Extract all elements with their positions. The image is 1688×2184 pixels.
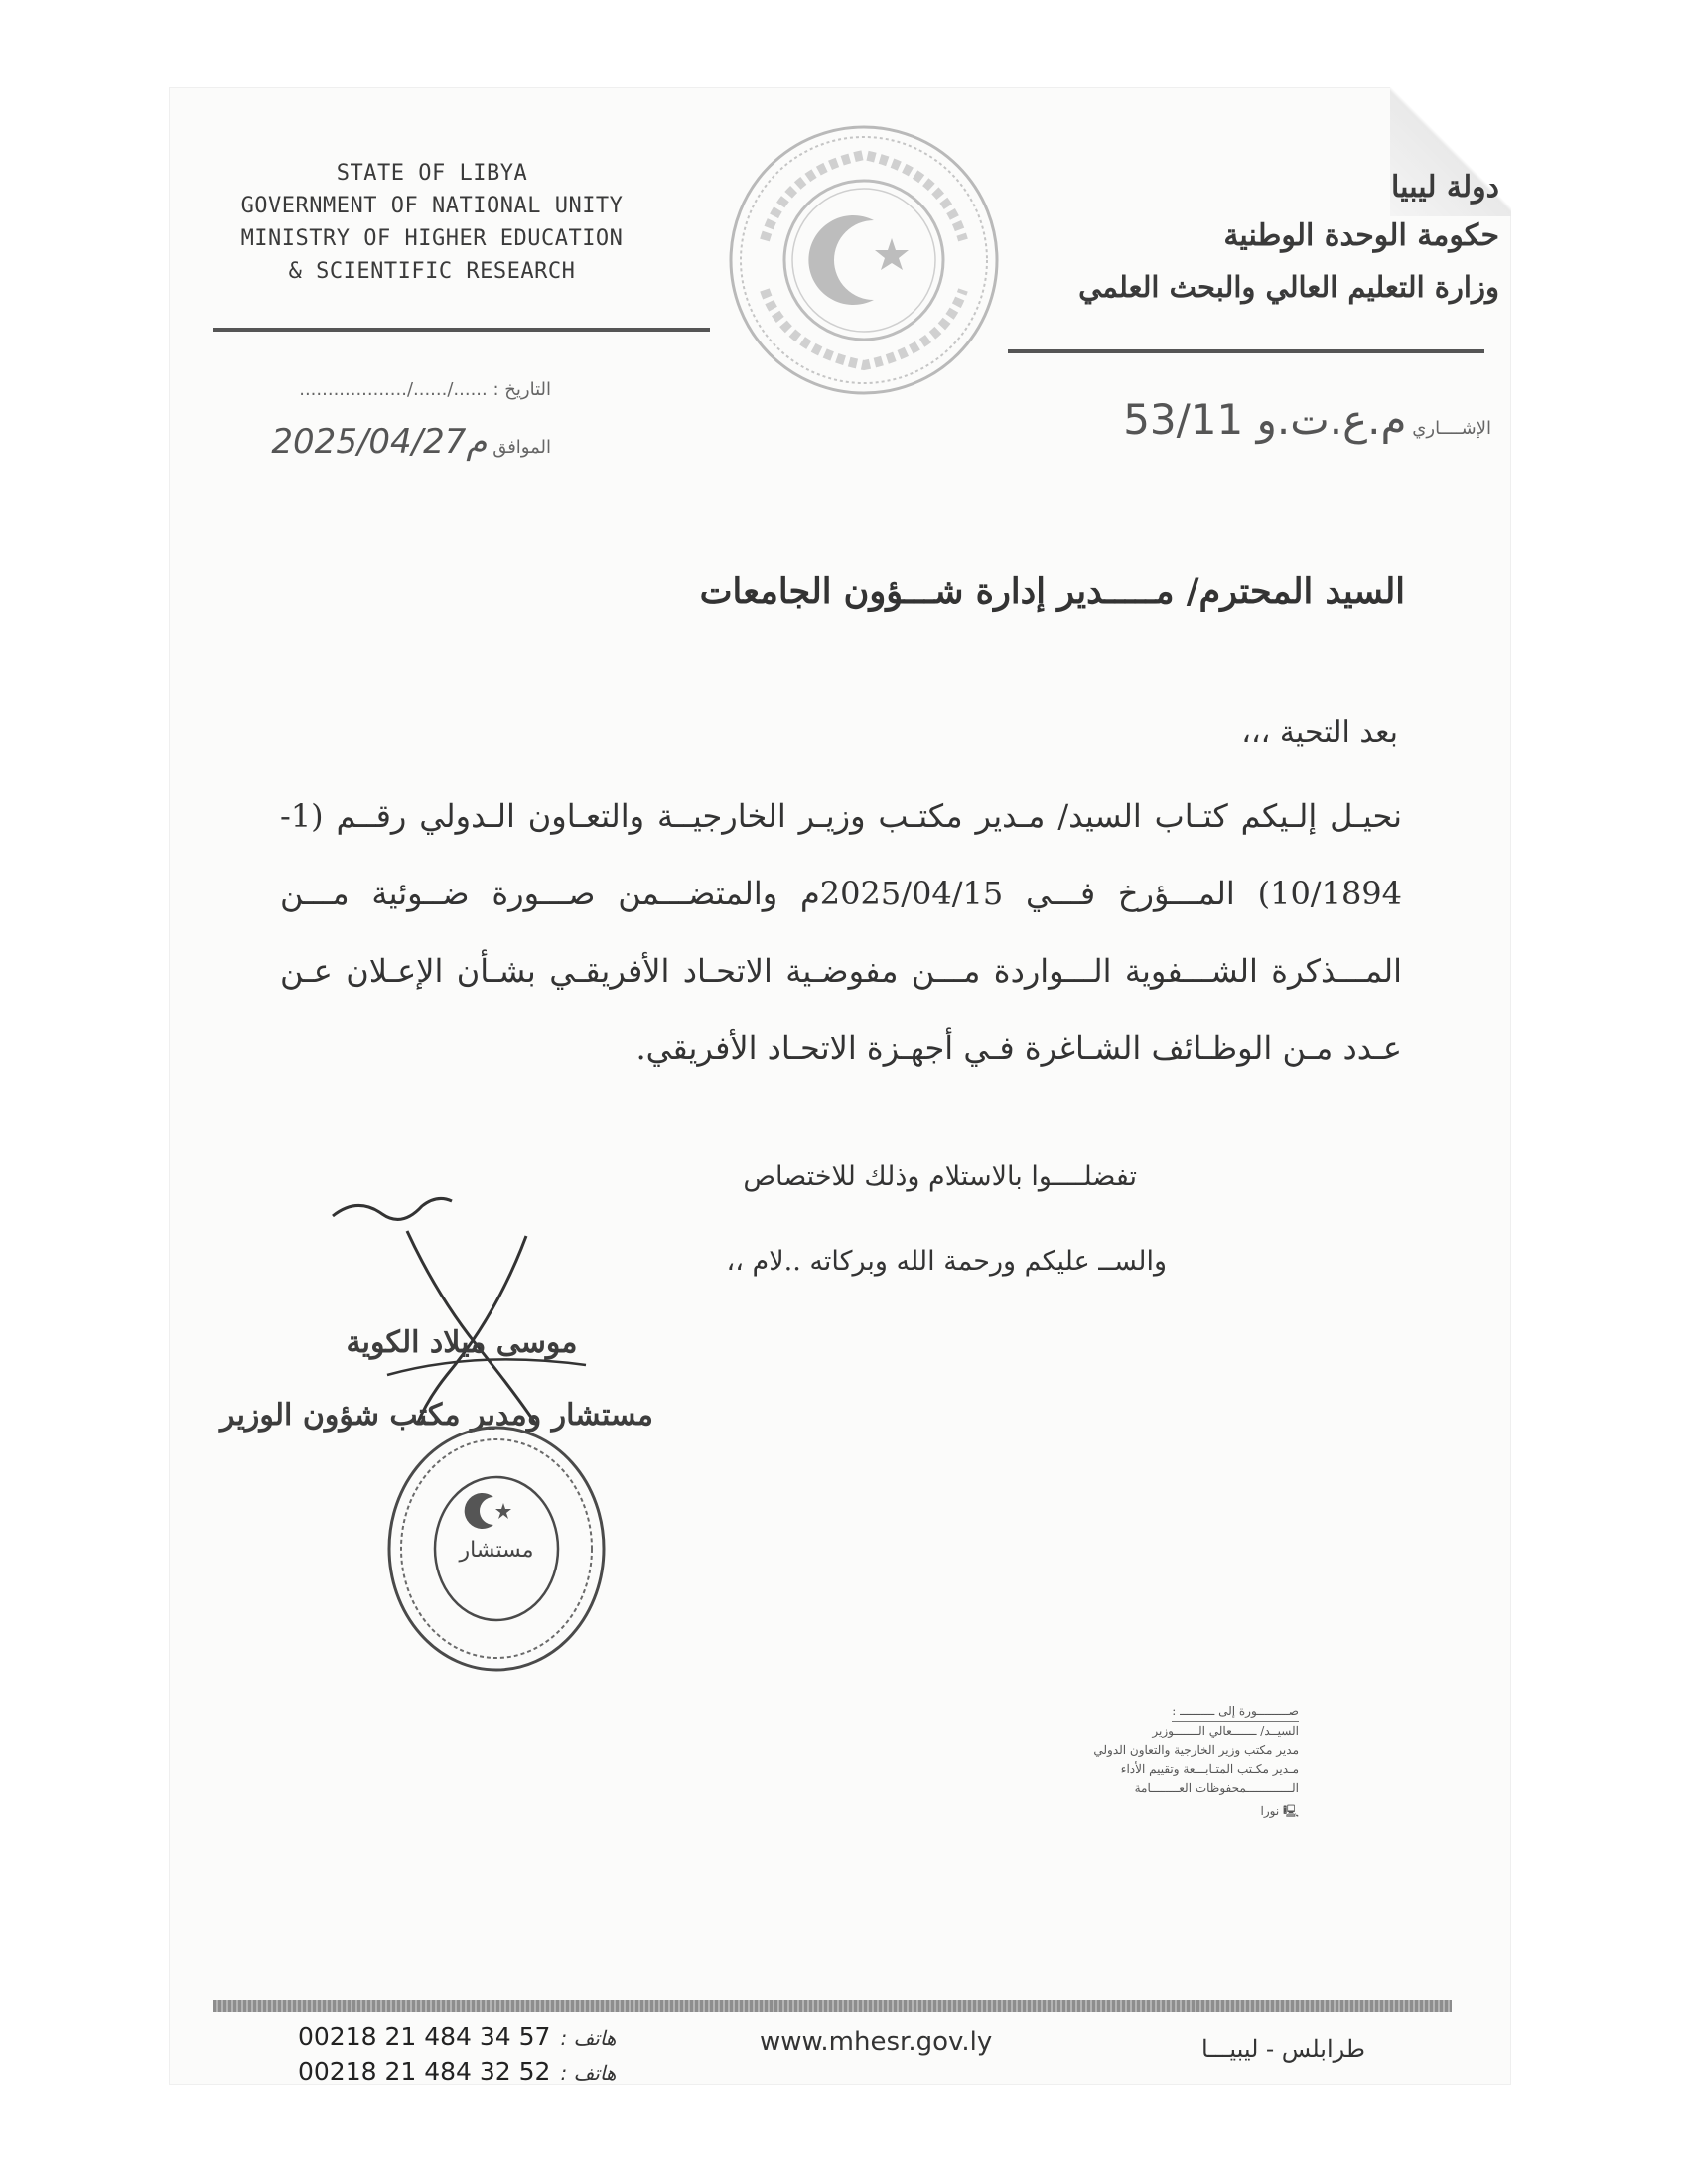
- distribution-item: الـــــــــــــمحفوظات العــــــــامة: [1134, 1781, 1299, 1795]
- footer-rule: [213, 2000, 1452, 2012]
- arabic-letterhead: [1062, 164, 1499, 313]
- salutation-line: والســ عليكم ورحمة الله وبركاته ..لام ،،: [726, 1246, 1167, 1277]
- distribution-heading: صـــــــــورة إلى ــــــــــ :: [1172, 1703, 1299, 1722]
- en-header-line: STATE OF LIBYA: [336, 161, 528, 186]
- distribution-item: مدير مكتب وزير الخارجية والتعاون الدولي: [1093, 1743, 1299, 1757]
- phone-label: هاتف :: [560, 2026, 617, 2050]
- en-header-line: & SCIENTIFIC RESEARCH: [288, 259, 576, 284]
- closing-line: تفضلــــوا بالاستلام وذلك للاختصاص: [743, 1161, 1137, 1192]
- date-value: : ....../....../...................: [299, 379, 499, 400]
- ministry-seal-icon: [725, 121, 1003, 399]
- english-letterhead: [218, 157, 645, 288]
- reference-label: الإشــــاري: [1412, 418, 1491, 439]
- ar-header-line: دولة ليبيا: [1391, 170, 1499, 205]
- phone-numbers: [298, 2020, 616, 2090]
- en-header-line: GOVERNMENT OF NATIONAL UNITY: [240, 194, 624, 218]
- distribution-item: السيــد/ ـــــــعالي الـــــــوزير: [1152, 1724, 1299, 1738]
- distribution-item: مـدير مكـتب المتـابـــعة وتقييم الأداء: [1120, 1762, 1299, 1776]
- handwritten-signature-icon: [328, 1176, 685, 1434]
- header-rule-left: [213, 328, 710, 332]
- corresponding-date-value: 2025/04/27م: [271, 422, 488, 462]
- website-link[interactable]: www.mhesr.gov.ly: [760, 2027, 993, 2057]
- en-header-line: MINISTRY OF HIGHER EDUCATION: [240, 226, 624, 251]
- letter-body: نحيـل إلـيكم كتـاب السيد/ مـدير مكتـب وزيـر الخارجيــة والتعـاون الـدولي رقــم (1-10/1894) المـــؤرخ فـــي 2025/04/15م والمتضـــمن صـــورة ضــوئية مـــن المـــذكرة الشـــفوية الـــواردة مـــن مفوضـية الاتحـاد الأفريقـي بشـأن الإعـلان عـن عـدد مـن الوظـائف الشـاغرة فـي أجهـزة الاتحـاد الأفريقي.: [280, 797, 1403, 1067]
- corresponding-date-label: الموافق: [492, 437, 551, 458]
- distribution-list: [1051, 1703, 1299, 1821]
- typist-name: نورا: [1260, 1804, 1280, 1818]
- corresponding-date-field: [213, 422, 551, 462]
- reference-number: [1113, 395, 1491, 444]
- ar-header-line: وزارة التعليم العالي والبحث العلمي: [1078, 270, 1499, 304]
- reference-value: م.ع.ت.و 53/11: [1123, 395, 1407, 444]
- phone-number: 00218 21 484 32 52: [298, 2057, 551, 2086]
- computer-icon: 🖳: [1282, 1804, 1299, 1818]
- header-rule-right: [1008, 349, 1484, 353]
- stamp-label: مستشار: [459, 1538, 534, 1563]
- phone-number: 00218 21 484 34 57: [298, 2022, 551, 2051]
- typist-note: [1051, 1802, 1299, 1821]
- date-field: [213, 379, 551, 400]
- greeting: بعد التحية ،،،: [1241, 715, 1398, 750]
- recipient-line: السيد المحترم/ مـــــدير إدارة شـــؤون الجامعات: [699, 571, 1405, 612]
- signatory-title: مستشار ومدير مكتب شؤون الوزير: [220, 1398, 653, 1433]
- city-address: طرابلس - ليبيـــا: [1200, 2035, 1365, 2063]
- phone-line: [298, 2020, 616, 2055]
- ar-header-line: حكومة الوحدة الوطنية: [1223, 218, 1499, 253]
- signatory-name: موسى ميلاد الكوية: [346, 1325, 578, 1360]
- date-label: التاريخ: [504, 379, 551, 400]
- official-stamp-icon: [382, 1420, 611, 1678]
- phone-line: [298, 2055, 616, 2090]
- phone-label: هاتف :: [560, 2061, 617, 2085]
